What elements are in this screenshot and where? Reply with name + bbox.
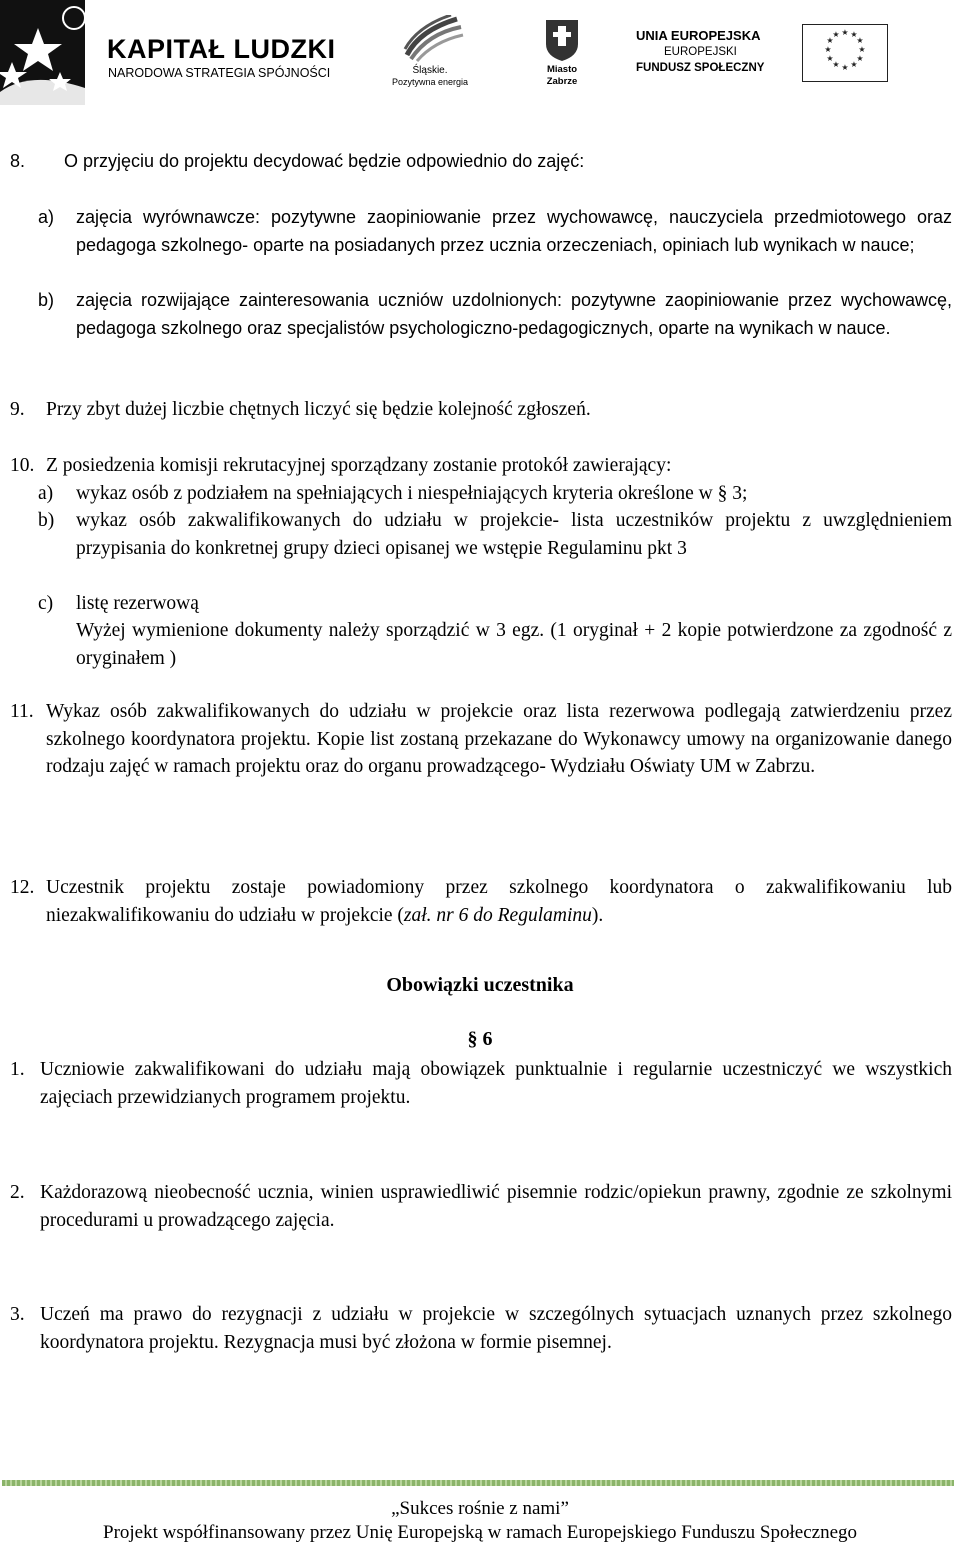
svg-text:★: ★	[841, 63, 849, 72]
svg-text:★: ★	[826, 36, 834, 45]
zabrze-crest-icon	[544, 18, 580, 62]
section-11	[10, 698, 952, 781]
section-9-text: Przy zbyt dużej liczbie chętnych liczyć się będzie kolejność zgłoszeń.	[46, 399, 591, 420]
svg-text:★: ★	[850, 60, 858, 69]
section-10-item-a	[38, 480, 952, 508]
section-8-number: 8.	[10, 151, 26, 171]
kapital-ludzki-title: KAPITAŁ LUDZKI	[107, 34, 336, 64]
svg-text:★: ★	[856, 36, 864, 45]
section-9-number: 9.	[10, 399, 25, 420]
kapital-ludzki-emblem-icon	[0, 0, 95, 105]
section-10-note: Wyżej wymienione dokumenty należy sporządzić w 3 egz. (1 oryginał + 2 kopie potwierdzone za zgodność z oryginałem )	[76, 620, 952, 669]
slaskie-name: Śląskie.	[412, 65, 448, 76]
section-10-item-b-text: wykaz osób zakwalifikowanych do udziału w projekcie- lista uczestników projektu z uwzględnieniem przypisania do konkretnej grupy dzieci opisanej we wstępie Regulaminu pkt 3	[76, 510, 952, 559]
section-11-text: Wykaz osób zakwalifikowanych do udziału w projekcie oraz lista rezerwowa podlegają zatwierdzeniu przez szkolnego koordynatora projektu. Kopie list zostaną przekazane do Wykonawcy umowy na organizowanie danego rodzaju zajęć w ramach projektu oraz do organu prowadzącego- Wydziału Oświaty UM w Zabrzu.	[46, 701, 952, 777]
zabrze-logo	[537, 18, 587, 90]
obligation-item-2-number: 2.	[10, 1182, 25, 1203]
section-12	[10, 874, 952, 929]
footer-slogan: „Sukces rośnie z nami”	[391, 1498, 569, 1519]
obligation-item-3	[10, 1301, 952, 1356]
eu-logo	[636, 22, 901, 88]
obligation-item-3-number: 3.	[10, 1304, 25, 1325]
kapital-ludzki-subtitle: NARODOWA STRATEGIA SPÓJNOŚCI	[108, 66, 331, 80]
svg-text:★: ★	[856, 54, 864, 63]
section-8-item-a-label: a)	[38, 207, 55, 227]
section-12-number: 12.	[10, 877, 35, 898]
footer-cofinancing-note: Projekt współfinansowany przez Unię Europejską w ramach Europejskiego Funduszu Społecznego	[103, 1522, 857, 1543]
obligations-heading: Obowiązki uczestnika	[386, 974, 574, 996]
zabrze-label-1: Miasto	[546, 64, 578, 75]
footer-divider	[2, 1480, 954, 1486]
section-12-text-main: Uczestnik projektu zostaje powiadomiony przez szkolnego koordynatora o zakwalifikowaniu lub niezakwalifikowaniu do udziału w projekcie (	[46, 877, 952, 926]
svg-text:★: ★	[858, 45, 866, 54]
obligation-item-2	[10, 1179, 952, 1234]
obligation-item-1-text: Uczniowie zakwalifikowani do udziału mają obowiązek punktualnie i regularnie uczestniczyć we wszystkich zajęciach przewidzianych programem projektu.	[40, 1059, 952, 1108]
section-10-number: 10.	[10, 455, 35, 476]
paragraph-6-heading: § 6	[467, 1028, 493, 1050]
section-12-text	[46, 874, 952, 929]
svg-text:★: ★	[832, 30, 840, 39]
section-11-number: 11.	[10, 701, 34, 722]
section-12-attachment-ref: zał. nr 6 do Regulaminu	[403, 904, 592, 926]
eu-flag-icon	[802, 24, 888, 82]
slaskie-wave-icon	[397, 15, 467, 63]
section-8-item-b	[38, 287, 952, 342]
svg-text:★: ★	[826, 54, 834, 63]
section-8-item-a	[38, 204, 952, 259]
slaskie-slogan: Pozytywna energia	[391, 77, 469, 87]
svg-text:★: ★	[841, 28, 849, 37]
section-12-text-end: ).	[591, 904, 604, 926]
kapital-ludzki-logo	[0, 0, 345, 105]
zabrze-label-2: Zabrze	[546, 76, 578, 87]
section-10-item-c	[38, 590, 952, 618]
section-8-text: O przyjęciu do projektu decydować będzie odpowiednio do zajęć:	[64, 151, 585, 171]
svg-text:★: ★	[832, 60, 840, 69]
eu-fund-line2: FUNDUSZ SPOŁECZNY	[636, 62, 765, 74]
section-8-item-b-label: b)	[38, 290, 55, 310]
slaskie-logo	[385, 15, 475, 95]
section-10-item-c-text: listę rezerwową	[76, 593, 199, 614]
svg-text:★: ★	[850, 30, 858, 39]
obligation-item-1	[10, 1056, 952, 1111]
header-logos	[0, 0, 960, 110]
eu-title: UNIA EUROPEJSKA	[636, 28, 761, 43]
section-10-item-c-label: c)	[38, 593, 54, 614]
section-10-item-a-label: a)	[38, 483, 54, 504]
section-10-item-a-text: wykaz osób z podziałem na spełniających i niespełniających kryteria określone w § 3;	[76, 483, 748, 504]
obligation-item-2-text: Każdorazową nieobecność ucznia, winien usprawiedliwić pisemnie rodzic/opiekun prawny, zgodnie ze szkolnymi procedurami u prowadzącego zajęcia.	[40, 1182, 952, 1231]
section-10-item-b-label: b)	[38, 510, 55, 531]
section-8-item-a-text: zajęcia wyrównawcze: pozytywne zaopiniowanie przez wychowawcę, nauczyciela przedmiotowego oraz pedagoga szkolnego- oparte na posiadanych przez ucznia orzeczeniach, opiniach lub wynikach w nauce;	[76, 207, 952, 255]
obligation-item-3-text: Uczeń ma prawo do rezygnacji z udziału w projekcie w szczególnych sytuacjach uznanych przez szkolnego koordynatora projektu. Rezygnacja musi być złożona w formie pisemnej.	[40, 1304, 952, 1353]
section-8-item-b-text: zajęcia rozwijające zainteresowania uczniów uzdolnionych: pozytywne zaopiniowanie przez wychowawcę, pedagoga szkolnego oraz specjalistów psychologiczno-pedagogicznych, oparte na wynikach w nauce.	[76, 290, 952, 338]
obligation-item-1-number: 1.	[10, 1059, 25, 1080]
section-10-text: Z posiedzenia komisji rekrutacyjnej sporządzany zostanie protokół zawierający:	[46, 455, 672, 476]
svg-text:★: ★	[824, 45, 832, 54]
section-10-item-b	[38, 507, 952, 562]
eu-fund-line1: EUROPEJSKI	[664, 46, 737, 58]
